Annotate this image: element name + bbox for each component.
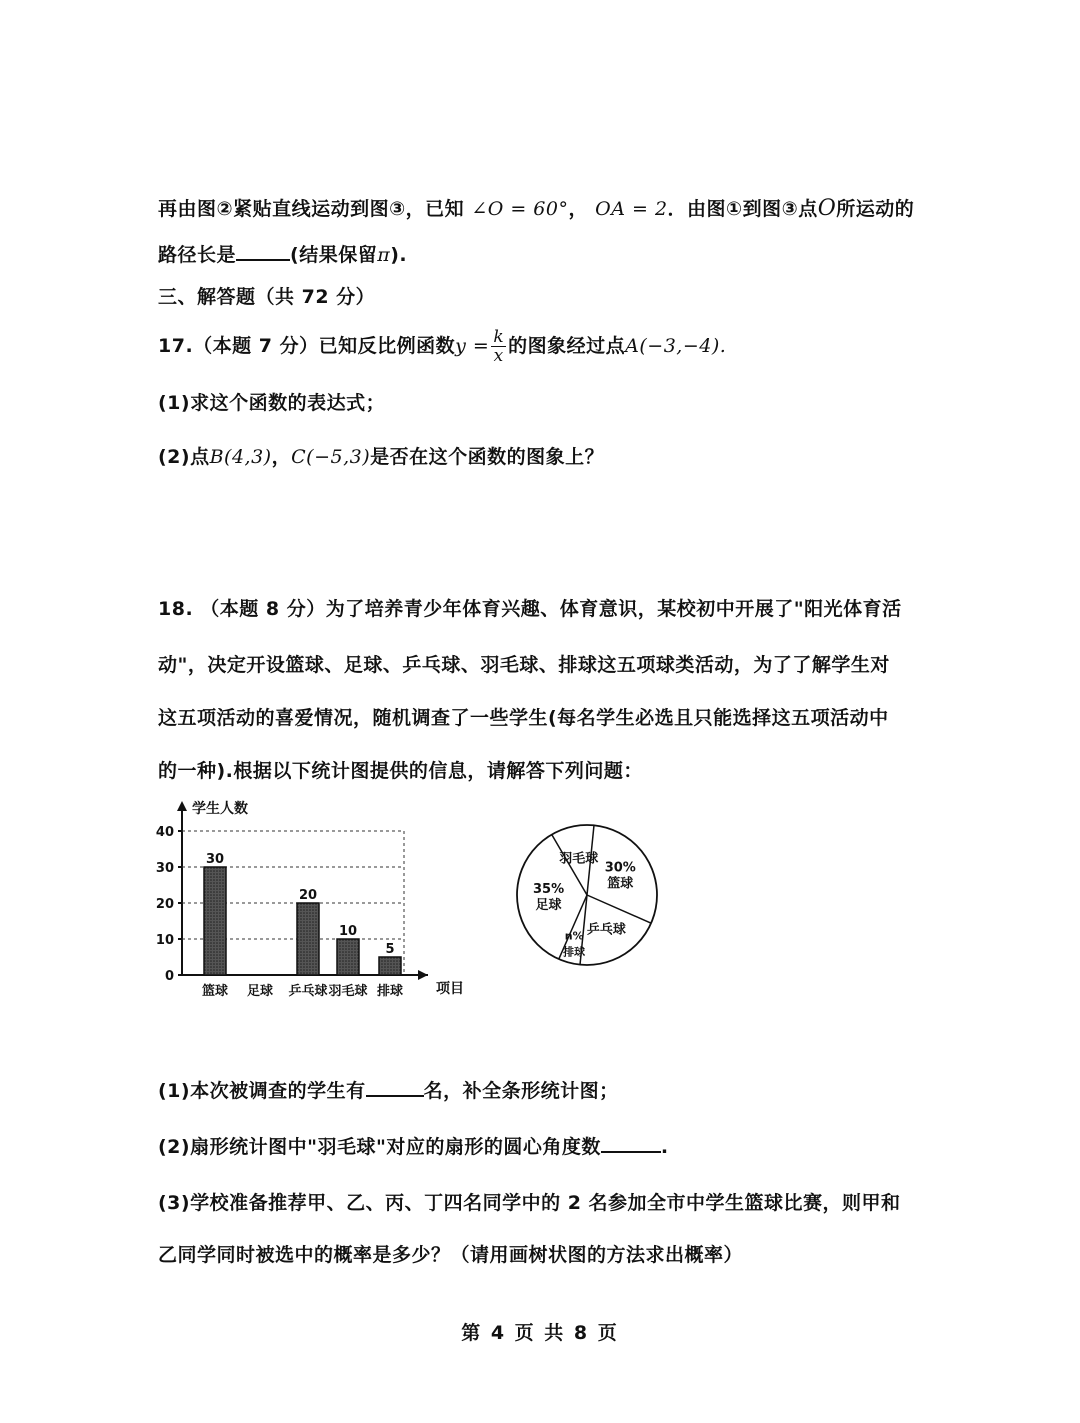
pie-slice-label: 篮球 — [607, 876, 634, 892]
pie-pct-label: 30% — [604, 860, 636, 876]
problem-18-q2 — [158, 1132, 669, 1159]
y-tick-label: 40 — [155, 825, 174, 840]
prev-text-2: 路径长是 — [158, 244, 237, 266]
x-tick-label: 排球 — [376, 984, 404, 999]
page-footer: 第 4 页 共 8 页 — [461, 1322, 619, 1344]
x-axis-arrow — [418, 970, 428, 980]
pie-slice-boundary — [587, 895, 651, 923]
pie-slice-label: 足球 — [535, 898, 562, 914]
problem-18-q3-line-1: (3)学校准备推荐甲、乙、丙、丁四名同学中的 2 名参加全市中学生篮球比赛，则甲和 — [158, 1192, 901, 1214]
pi-symbol: π — [377, 244, 391, 266]
p17-point-b: B(4,3) — [209, 446, 272, 468]
x-tick-label: 乒乓球 — [288, 984, 328, 999]
problem-17-intro — [158, 328, 726, 365]
bar-value-label: 30 — [205, 852, 225, 867]
problem-17-q2 — [158, 442, 604, 469]
p18-q2-b: . — [660, 1136, 669, 1158]
prev-text-1-tail: ．由图①到图③点 — [667, 198, 818, 220]
pie-slice-label: 排球 — [563, 945, 586, 959]
y-tick-label: 30 — [155, 861, 174, 876]
prev-text-1: 再由图②紧贴直线运动到图③，已知 — [158, 198, 465, 220]
answer-blank-path[interactable] — [236, 259, 290, 261]
prev-text-2-end: ). — [390, 244, 408, 266]
problem-18-line-4: 的一种).根据以下统计图提供的信息，请解答下列问题： — [158, 760, 643, 782]
pie-pct-label: 35% — [533, 882, 565, 898]
p17-point-a: A(−3,−4). — [625, 335, 727, 357]
x-tick-label: 足球 — [246, 984, 274, 999]
pie-chart — [505, 805, 675, 985]
problem-17-q1: (1)求这个函数的表达式； — [158, 392, 386, 414]
x-axis-label: 项目 — [436, 981, 464, 997]
p17-sep: ， — [271, 446, 292, 468]
problem-18-q3-line-2: 乙同学同时被选中的概率是多少？（请用画树状图的方法求出概率） — [158, 1244, 744, 1266]
bar — [379, 957, 401, 975]
y-tick-label: 0 — [164, 969, 174, 984]
p17-frac-den: x — [493, 346, 504, 366]
p17-point-c: C(−5,3) — [291, 446, 371, 468]
p17-intro-tail: 的图象经过点 — [508, 335, 626, 357]
x-tick-label: 篮球 — [201, 984, 229, 999]
bar-chart — [150, 795, 470, 1005]
bar — [204, 867, 226, 975]
y-tick-label: 20 — [155, 897, 174, 912]
angle-expression: ∠O = 60° — [471, 198, 569, 220]
p18-q1-b: 名，补全条形统计图； — [423, 1080, 619, 1102]
problem-18-line-2: 动"，决定开设篮球、足球、乒乓球、羽毛球、排球这五项球类活动，为了了解学生对 — [158, 654, 890, 676]
p17-q2-tail: 是否在这个函数的图象上？ — [370, 446, 605, 468]
answer-blank-students[interactable] — [366, 1095, 424, 1097]
y-axis-label: 学生人数 — [192, 801, 248, 817]
prev-problem-line-2 — [158, 240, 407, 267]
p17-fraction — [491, 328, 506, 365]
bar-value-label: 20 — [298, 888, 318, 903]
pie-slice-label: 羽毛球 — [559, 851, 599, 867]
prev-text-2-tail: (结果保留 — [290, 244, 378, 266]
bar-value-label: 5 — [385, 942, 395, 957]
bar — [297, 903, 319, 975]
answer-blank-angle[interactable] — [601, 1151, 661, 1153]
x-tick-label: 羽毛球 — [328, 984, 368, 999]
problem-18-q1 — [158, 1076, 619, 1103]
p17-q2-prefix: (2)点 — [158, 446, 210, 468]
pie-slice-label: 乒乓球 — [586, 922, 626, 938]
bar — [337, 939, 359, 975]
y-tick-label: 10 — [155, 933, 174, 948]
p17-frac-num: k — [493, 327, 505, 347]
bar-value-label: 10 — [338, 924, 358, 939]
p18-q1-a: (1)本次被调查的学生有 — [158, 1080, 366, 1102]
section-title: 三、解答题（共 72 分） — [158, 286, 376, 308]
problem-18-line-3: 这五项活动的喜爱情况，随机调查了一些学生(每名学生必选且只能选择这五项活动中 — [158, 707, 889, 729]
pie-pct-label: n% — [564, 929, 584, 943]
p17-y-eq: y = — [455, 335, 490, 357]
oa-expression: OA = 2 — [595, 198, 668, 220]
prev-text-1-end: 所运动的 — [836, 198, 915, 220]
y-axis-arrow — [177, 801, 187, 811]
point-o: O — [817, 196, 837, 221]
problem-18-line-1: 18. （本题 8 分）为了培养青少年体育兴趣、体育意识，某校初中开展了"阳光体育活 — [158, 598, 902, 620]
p18-q2-a: (2)扇形统计图中"羽毛球"对应的扇形的圆心角度数 — [158, 1136, 601, 1158]
p17-intro-text: 17.（本题 7 分）已知反比例函数 — [158, 335, 456, 357]
prev-problem-line-1: 再由图②紧贴直线运动到图③，已知 ∠O = 60°， OA = 2．由图①到图③点O所运动的 — [158, 196, 915, 221]
